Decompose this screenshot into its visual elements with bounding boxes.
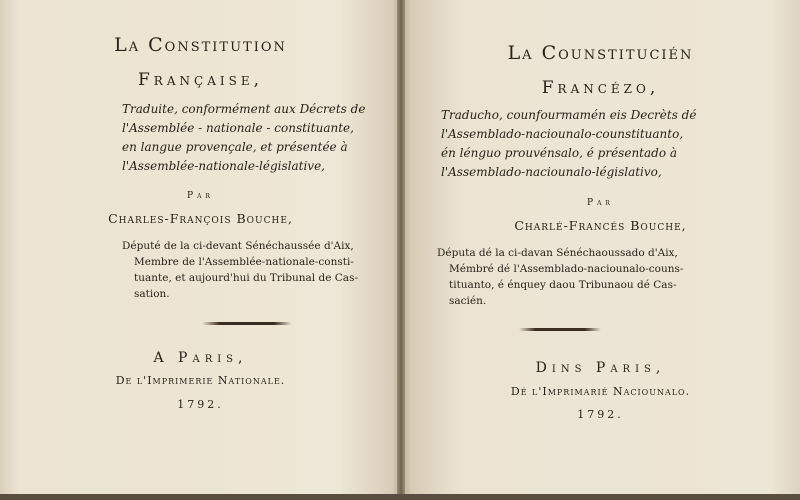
right-author: Charlé-Francés Bouche, [514, 218, 687, 233]
right-ornamental-rule [519, 328, 601, 331]
right-title: La Counstitucién [507, 42, 694, 64]
right-place: Dins Paris, [535, 360, 666, 376]
left-intro-line: Traduite, conformément aux Décrets de [122, 102, 366, 116]
left-printer: De l'Imprimerie Nationale. [115, 374, 286, 387]
left-bio-line: tuante, et aujourd'hui du Tribunal de Cas- [134, 272, 359, 284]
right-intro-line: l'Assemblado-naciounalo-counstituanto, [441, 127, 684, 141]
page-bottom-edge [0, 494, 800, 500]
left-place: A Paris, [153, 350, 248, 366]
left-title: La Constitution [114, 34, 287, 56]
right-bio-line: Mémbré dé l'Assemblado-naciounalo-couns- [449, 263, 684, 275]
right-page [401, 0, 800, 500]
left-bio-line: sation. [134, 288, 170, 300]
left-author: Charles-François Bouche, [108, 211, 293, 226]
left-bio-line: Membre de l'Assemblée-nationale-consti- [134, 256, 354, 268]
right-par: Par [587, 198, 614, 208]
right-bio-line: tituanto, é énquey daou Tribunaou dé Cas- [449, 279, 677, 291]
left-intro-line: l'Assemblée-nationale-législative, [122, 159, 325, 173]
right-year: 1792. [577, 408, 624, 421]
left-ornamental-rule [202, 322, 292, 325]
right-subtitle: Francézo, [541, 78, 660, 98]
right-intro-line: l'Assemblado-naciounalo-législativo, [441, 165, 662, 179]
left-year: 1792. [177, 398, 224, 411]
right-bio-line: Députa dé la ci-davan Sénéchaoussado d'Aix, [437, 247, 678, 259]
left-intro-line: en langue provençale, et présentée à [122, 140, 348, 154]
left-bio-line: Député de la ci-devant Sénéchaussée d'Aix, [122, 240, 354, 252]
right-intro-line: Traducho, counfourmamén eis Decrèts dé [441, 108, 697, 122]
left-par: Par [187, 191, 214, 201]
book-gutter [397, 0, 405, 500]
left-intro-line: l'Assemblée - nationale - constituante, [122, 121, 354, 135]
left-subtitle: Française, [138, 70, 263, 90]
right-printer: Dé l'Imprimarié Naciounalo. [510, 385, 691, 398]
right-intro-line: én lénguo prouvénsalo, é présentado à [441, 146, 678, 160]
right-bio-line: sacién. [449, 295, 487, 307]
